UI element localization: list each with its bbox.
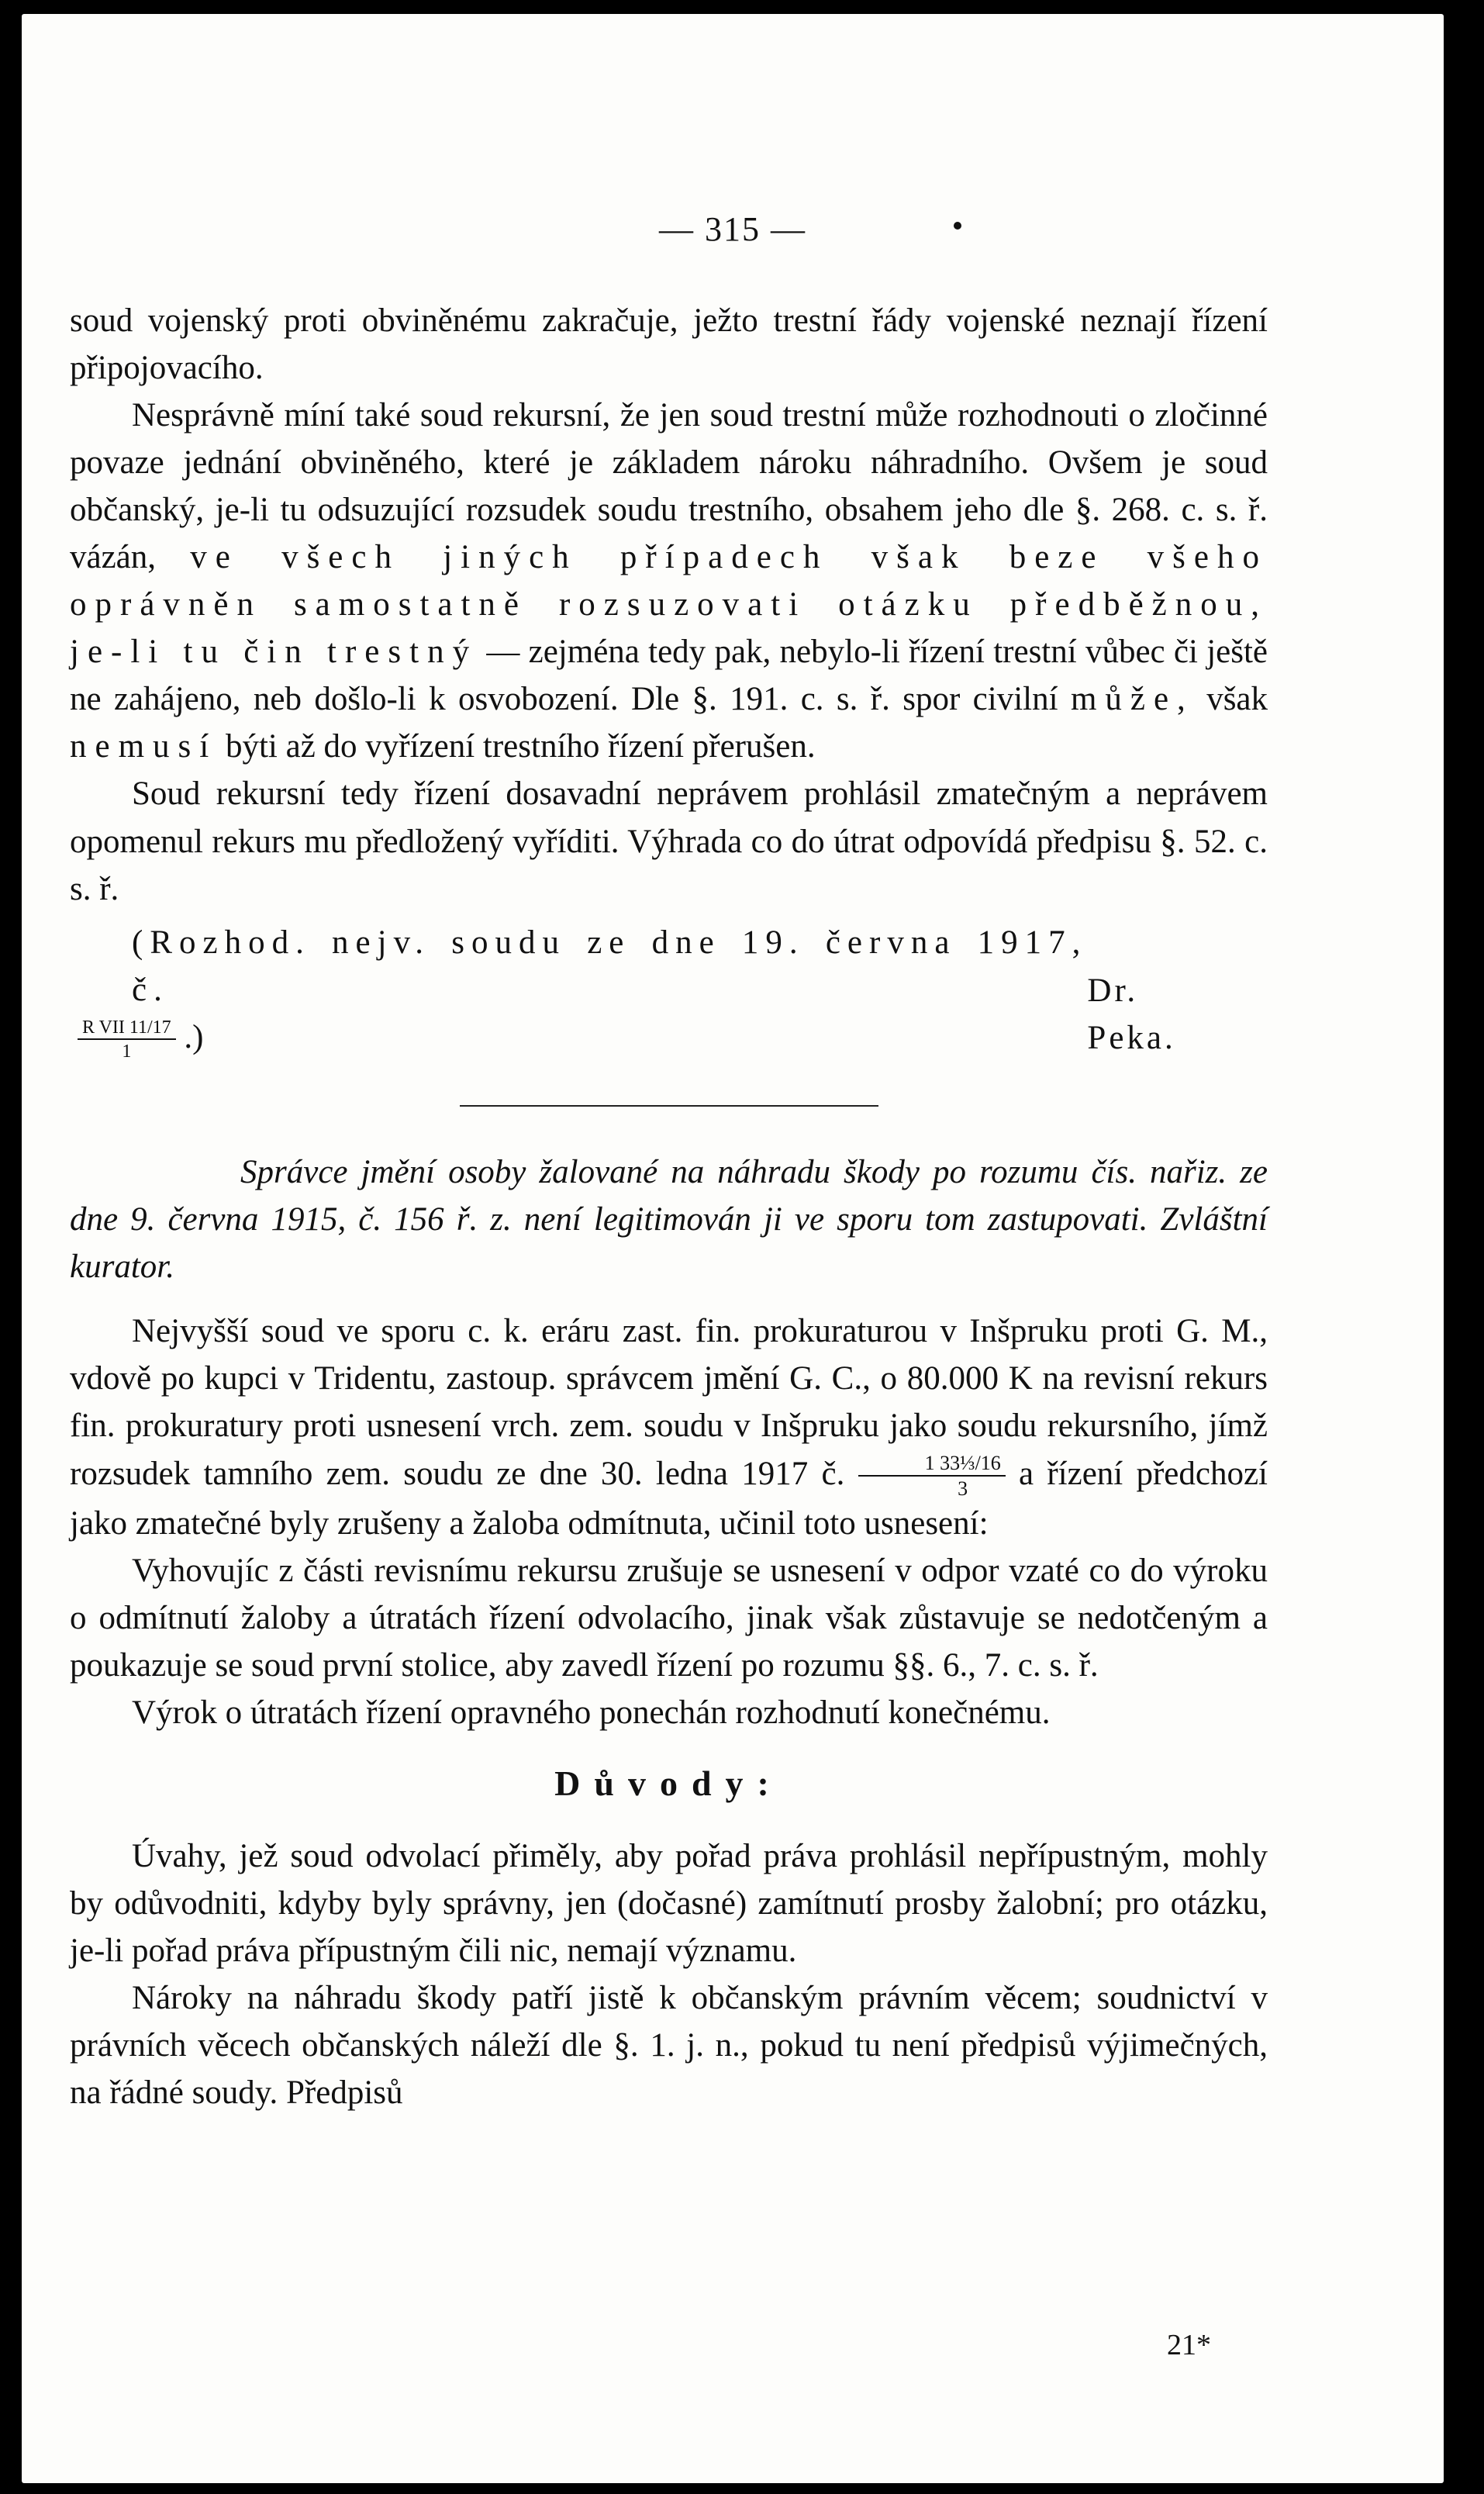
paragraph-4 (70, 1307, 1268, 1547)
ruling-citation (70, 919, 1268, 1062)
page-number: — 315 — (659, 210, 806, 248)
paragraph-2 (70, 392, 1268, 770)
signature-mark: 21* (1167, 2329, 1211, 2361)
ruling-line: (Rozhod. nejv. soudu ze dne 19. června 1917, č. (132, 924, 1088, 1008)
paragraph-4-post: a řízení předchozí jako zmatečné byly zrušeny a žaloba odmítnuta, učinil toto usnesení: (70, 1455, 1268, 1542)
headnote: Správce jmění osoby žalované na náhradu škody po rozumu čís. nařiz. ze dne 9. června 1915, č. 156 ř. z. není legitimován ji ve sporu tom zastupovati. Zvláštní kurator. (70, 1154, 1268, 1286)
ruling-fraction (78, 1017, 176, 1062)
paragraph-5: Vyhovujíc z části revisnímu rekursu zrušuje se usnesení v odpor vzaté co do výroku o odmítnutí žaloby a útratách řízení odvolacího, jinak však zůstavuje se nedotčeným a poukazuje se soud první stolice, aby zavedl řízení po rozumu §§. 6., 7. c. s. ř. (70, 1553, 1268, 1684)
paragraph-1: soud vojenský proti obviněnému zakračuje, ježto trestní řády vojenské neznají řízení připojovacího. (70, 302, 1268, 387)
paragraph-8: Nároky na náhradu škody patří jistě k občanským právním věcem; soudnictví v právních věcech občanských náleží dle §. 1. j. n., pokud tu není předpisů výjimečných, na řádné soudy. Předpisů (70, 1979, 1268, 2111)
docket-fraction-numerator: 1 33⅓/16 (858, 1453, 1006, 1477)
paragraph-2-part-g: býti až do vyřízení trestního řízení přerušen. (225, 728, 816, 765)
docket-fraction (858, 1453, 1006, 1500)
ruling-close: .) (184, 1018, 204, 1055)
speck-dot (954, 222, 961, 230)
page-body (70, 297, 1268, 2116)
author-signature: Dr. Peka. (1087, 972, 1176, 1057)
paragraph-7: Úvahy, jež soud odvolací přiměly, aby pořad práva prohlásil nepřípustným, mohly by odůvodniti, kdyby byly správny, jen (dočasné) zamítnutí prosby žalobní; pro otázku, je-li pořad práva přípustným čili nic, nemají významu. (70, 1837, 1268, 1969)
ruling-fraction-numerator: R VII 11/17 (78, 1017, 176, 1039)
paragraph-2-part-c: — zejména tedy pak, nebylo-li řízení trestní vůbec či ještě ne zahájeno, neb došlo-li k osvobození. Dle §. 191. c. s. ř. spor civilní (70, 634, 1268, 718)
docket-fraction-denominator: 3 (958, 1477, 968, 1500)
ruling-fraction-denominator: 1 (122, 1041, 132, 1062)
paragraph-6: Výrok o útratách řízení opravného ponechán rozhodnutí konečnému. (132, 1694, 1051, 1732)
ruling-text (70, 919, 1087, 1062)
section-heading: Důvody: (554, 1763, 783, 1804)
paragraph-2-nemusi: nemusí (70, 728, 218, 765)
document-page (22, 14, 1444, 2483)
paragraph-2-muze: může, (1070, 681, 1194, 718)
paragraph-2-vsak: však (1206, 681, 1268, 718)
paragraph-4-pre: Nejvyšší soud ve sporu c. k. eráru zast. fin. prokuraturou v Inšpruku proti G. M., vdově po kupci v Tridentu, zastoup. správcem jmění G. C., o 80.000 K na revisní rekurs fin. prokuratury proti usnesení vrch. zem. soudu v Inšpruku jako soudu rekursního, jímž rozsudek tamního zem. soudu ze dne 30. ledna 1917 č. (70, 1313, 1268, 1492)
paragraph-2-spaced-emphasis: ve všech jiných případech však beze všeho oprávněn samostatně rozsuzovati otázku předběžnou, je-li tu čin trestný (70, 539, 1268, 671)
ruling-reference (70, 1014, 204, 1062)
paragraph-2-part-a: Nesprávně míní také soud rekursní, že jen soud trestní může rozhodnouti o zločinné povaze jednání obviněného, které je základem nároku náhradního. Ovšem je soud občanský, je-li tu odsuzující rozsudek soudu trestního, obsahem jeho dle §. 268. c. s. ř. vázán, (70, 397, 1268, 576)
section-divider (460, 1105, 878, 1107)
paragraph-3: Soud rekursní tedy řízení dosavadní neprávem prohlásil zmatečným a neprávem opomenul rekurs mu předložený vyříditi. Výhrada co do útrat odpovídá předpisu §. 52. c. s. ř. (70, 775, 1268, 907)
